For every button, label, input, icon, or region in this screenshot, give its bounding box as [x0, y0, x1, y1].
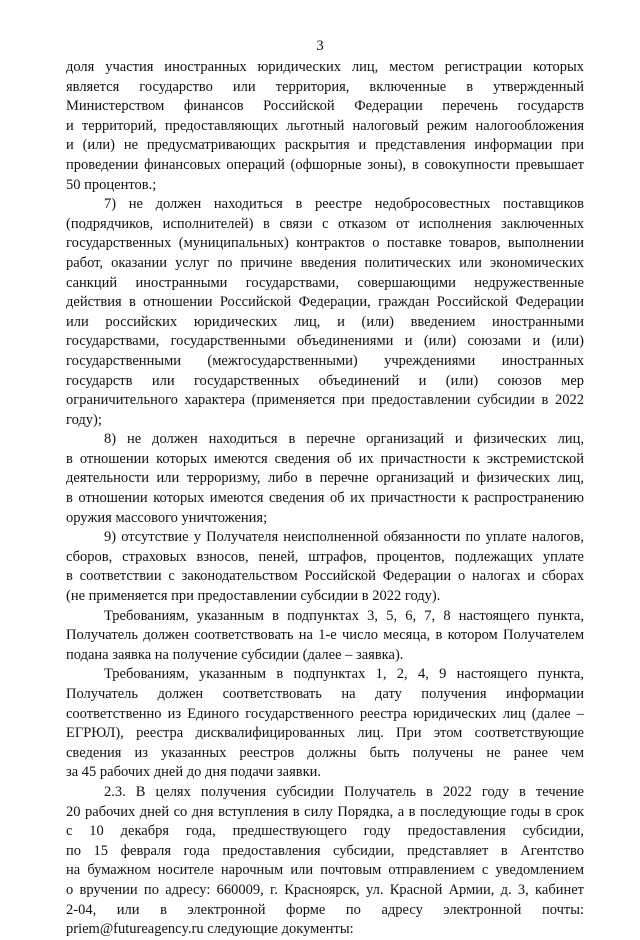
text-line: Получатель должен соответствовать на 1-е число месяца, в котором Получателем [66, 627, 584, 644]
text-line: на бумажном носителе нарочным или почтовым отправлением с уведомлением [66, 862, 584, 879]
text-line: работ, оказании услуг по причине введения политических или экономических [66, 254, 584, 271]
text-line: ЕГРЮЛ), реестра дисквалифицированных лиц. При этом соответствующие [66, 725, 584, 742]
page-number: 3 [316, 38, 324, 54]
document-body [66, 58, 584, 940]
text-line: priem@futureagency.ru следующие документы: [66, 921, 354, 938]
text-line: государственными (межгосударственными) учреждениями иностранных [66, 352, 584, 369]
text-line: действия в отношении Российской Федерации, граждан Российской Федерации [66, 294, 584, 311]
text-line: 2-04, или в электронной форме по адресу электронной почты: [66, 901, 584, 918]
text-line: государствами, государственными объединениями и (или) союзами и (или) [66, 333, 584, 350]
text-line: 20 рабочих дней со дня вступления в силу Порядка, а в последующие годы в срок [66, 803, 584, 820]
text-line: подана заявка на получение субсидии (далее – заявка). [66, 646, 404, 663]
text-line: 2.3. В целях получения субсидии Получатель в 2022 году в течение [104, 783, 584, 800]
text-line: Требованиям, указанным в подпунктах 1, 2, 4, 9 настоящего пункта, [104, 666, 584, 683]
text-line: проведении финансовых операций (офшорные зоны), в совокупности превышает [66, 156, 584, 173]
text-line: является государство или территория, включенные в утвержденный [66, 78, 584, 95]
text-line: сборов, страховых взносов, пеней, штрафов, процентов, подлежащих уплате [66, 548, 584, 565]
text-line: государств или государственных объединений и (или) союзов мер [66, 372, 584, 389]
text-line: 8) не должен находиться в перечне организаций и физических лиц, [104, 431, 584, 448]
text-line: в отношении которых имеются сведения об их причастности к экстремистской [66, 450, 584, 467]
text-line: году); [66, 411, 102, 428]
text-line: Министерством финансов Российской Федерации перечень государств [66, 98, 584, 115]
text-line: по 15 февраля года предоставления субсидии, представляет в Агентство [66, 842, 584, 859]
text-line: в соответствии с законодательством Российской Федерации о налогах и сборах [66, 568, 584, 585]
text-line: государственных (муниципальных) контрактов о поставке товаров, выполнении [66, 235, 584, 252]
text-line: санкций иностранными государствами, совершающими недружественные [66, 274, 584, 291]
text-line: доля участия иностранных юридических лиц, местом регистрации которых [66, 59, 584, 75]
text-line: 7) не должен находиться в реестре недобросовестных поставщиков [104, 196, 584, 213]
text-line: за 45 рабочих дней до дня подачи заявки. [66, 764, 322, 781]
text-line: (подрядчиков, исполнителей) в связи с отказом от исполнения заключенных [66, 215, 584, 232]
text-line: 50 процентов.; [66, 176, 157, 193]
text-line: Требованиям, указанным в подпунктах 3, 5, 6, 7, 8 настоящего пункта, [104, 607, 584, 624]
text-line: и территорий, предоставляющих льготный налоговый режим налогообложения [66, 117, 584, 134]
text-line: в отношении которых имеются сведения об их причастности к распространению [66, 490, 584, 507]
text-line: оружия массового уничтожения; [66, 509, 268, 526]
text-line: с 10 декабря года, предшествующего году предоставления субсидии, [66, 823, 584, 840]
text-line: о вручении по адресу: 660009, г. Красноярск, ул. Красной Армии, д. 3, кабинет [66, 881, 584, 898]
text-line: соответственно из Единого государственного реестра юридических лиц (далее – [66, 705, 584, 722]
text-line: и (или) не предусматривающих раскрытия и представления информации при [66, 137, 584, 154]
text-line: Получатель должен соответствовать на дату получения информации [66, 686, 584, 702]
text-line: 9) отсутствие у Получателя неисполненной обязанности по уплате налогов, [104, 529, 584, 546]
text-line: сведения из указанных реестров должны быть получены не ранее чем [66, 744, 584, 761]
text-line: ограничительного характера (применяется при предоставлении субсидии в 2022 [66, 392, 584, 409]
text-line: деятельности или терроризму, либо в перечне организаций и физических лиц, [66, 470, 584, 487]
text-line: или российских юридических лиц, и (или) введением иностранными [66, 313, 584, 330]
text-line: (не применяется при предоставлении субсидии в 2022 году). [66, 588, 441, 605]
